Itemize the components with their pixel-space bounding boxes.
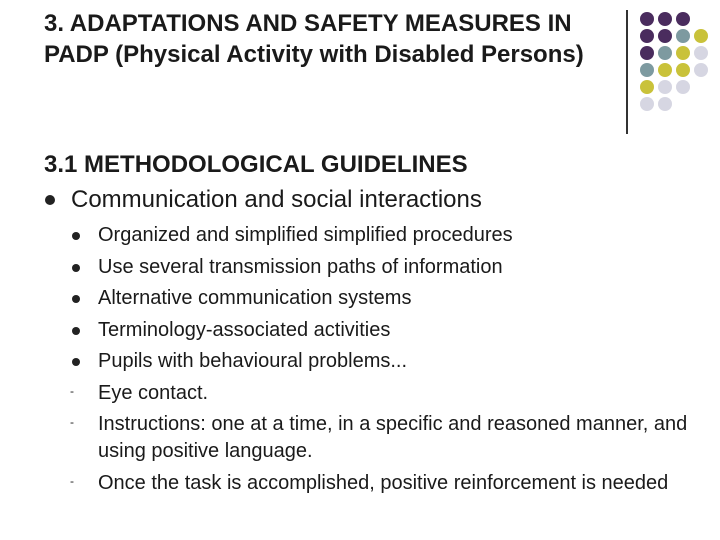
sub-bullet-list [70,222,710,501]
decorative-dot [640,46,654,60]
list-item [70,470,710,497]
list-item-text: Alternative communication systems [98,287,412,309]
list-item-text: Use several transmission paths of information [98,255,503,278]
decorative-dot [640,12,654,26]
decorative-dot [676,46,690,60]
bullet-icon [45,195,55,205]
decorative-dot [694,97,708,111]
list-item-text: Once the task is accomplished, positive reinforcement is needed [98,471,669,494]
dash-icon: - [70,415,74,429]
decorative-dot [694,12,708,26]
list-item-text: Terminology-associated activities [98,318,391,341]
bullet-icon [72,358,80,366]
title-divider-line [626,10,628,134]
list-item [70,254,710,281]
main-bullet [44,185,482,215]
list-item [70,380,710,407]
list-item-text: Organized and simplified simplified procedures [98,224,513,246]
list-item [70,348,710,375]
decorative-dot [676,97,690,111]
dash-icon: - [70,383,74,398]
decorative-dot [658,97,672,111]
slide-title: 3. ADAPTATIONS AND SAFETY MEASURES IN PADP (Physical Activity with Disabled Persons) [44,10,584,68]
list-item-text: Instructions: one at a time, in a specific and reasoned manner, and using positive language. [98,413,688,462]
bullet-icon [72,327,80,335]
decorative-dot [640,80,654,94]
section-subheading: 3.1 METHODOLOGICAL GUIDELINES [44,151,468,178]
decorative-dot [694,46,708,60]
list-item [70,317,710,344]
decorative-dot [658,80,672,94]
decorative-dot-grid [640,12,708,111]
list-item [70,222,710,249]
bullet-icon [72,232,80,240]
decorative-dot [658,63,672,77]
list-item [70,411,710,465]
list-item [70,285,710,312]
decorative-dot [676,12,690,26]
decorative-dot [694,63,708,77]
decorative-dot [658,29,672,43]
decorative-dot [694,80,708,94]
dash-icon: - [70,473,74,488]
list-item-text: Pupils with behavioural problems... [98,350,408,372]
bullet-icon [72,295,80,303]
bullet-icon [72,264,80,272]
decorative-dot [694,29,708,43]
main-bullet-text: Communication and social interactions [71,186,482,213]
list-item-text: Eye contact. [98,381,209,404]
decorative-dot [640,97,654,111]
decorative-dot [658,12,672,26]
decorative-dot [676,29,690,43]
decorative-dot [676,80,690,94]
decorative-dot [640,63,654,77]
decorative-dot [640,29,654,43]
decorative-dot [658,46,672,60]
decorative-dot [676,63,690,77]
